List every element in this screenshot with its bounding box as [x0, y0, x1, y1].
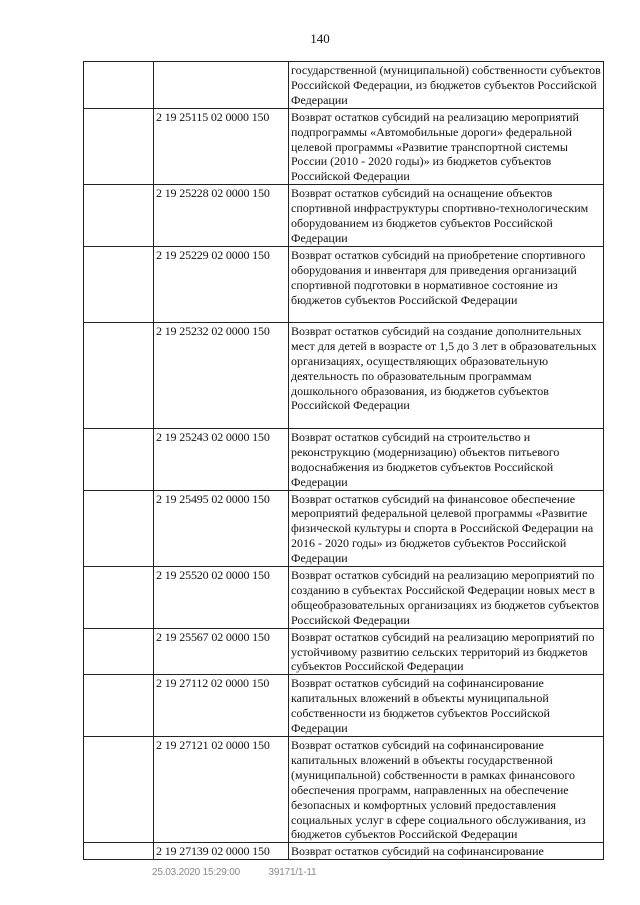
- admin-code-cell: [84, 185, 154, 247]
- admin-code-cell: [84, 428, 154, 490]
- description-cell: Возврат остатков субсидий на реализацию мероприятий по устойчивому развитию сельских территорий из бюджетов субъектов Российской Федерации: [289, 628, 604, 675]
- table-row: [84, 628, 604, 675]
- description-cell: Возврат остатков субсидий на приобретение спортивного оборудования и инвентаря для приведения организаций спортивной подготовки в нормативное состояние из бюджетов субъектов Российской Федерации: [289, 246, 604, 322]
- budget-code-cell: 2 19 25495 02 0000 150: [154, 490, 289, 567]
- table-row: [84, 567, 604, 629]
- admin-code-cell: [84, 322, 154, 428]
- table-row: [84, 428, 604, 490]
- table-row: [84, 246, 604, 322]
- admin-code-cell: [84, 675, 154, 737]
- budget-code-cell: 2 19 25567 02 0000 150: [154, 628, 289, 675]
- admin-code-cell: [84, 246, 154, 322]
- description-cell: государственной (муниципальной) собственности субъектов Российской Федерации, из бюджетов субъектов Российской Федерации: [289, 62, 604, 109]
- budget-code-cell: 2 19 27112 02 0000 150: [154, 675, 289, 737]
- description-cell: Возврат остатков субсидий на софинансирование: [289, 843, 604, 860]
- admin-code-cell: [84, 567, 154, 629]
- description-cell: Возврат остатков субсидий на строительство и реконструкцию (модернизацию) объектов питьевого водоснабжения из бюджетов субъектов Российской Федерации: [289, 428, 604, 490]
- admin-code-cell: [84, 843, 154, 860]
- budget-code-cell: [154, 62, 289, 109]
- budget-code-cell: 2 19 27139 02 0000 150: [154, 843, 289, 860]
- table-row: [84, 737, 604, 843]
- admin-code-cell: [84, 490, 154, 567]
- table-row: [84, 185, 604, 247]
- admin-code-cell: [84, 62, 154, 109]
- page-number: 140: [310, 31, 330, 46]
- description-cell: Возврат остатков субсидий на реализацию мероприятий подпрограммы «Автомобильные дороги» федеральной целевой программы «Развитие транспортной системы России (2010 - 2020 годы)» из бюджетов субъектов Российской Федерации: [289, 108, 604, 185]
- admin-code-cell: [84, 108, 154, 185]
- table-row: [84, 322, 604, 428]
- budget-code-cell: 2 19 25243 02 0000 150: [154, 428, 289, 490]
- footer-timestamp: 25.03.2020 15:29:00: [152, 867, 240, 878]
- budget-code-cell: 2 19 27121 02 0000 150: [154, 737, 289, 843]
- table-row: [84, 62, 604, 109]
- table-row: [84, 490, 604, 567]
- budget-code-cell: 2 19 25229 02 0000 150: [154, 246, 289, 322]
- budget-code-cell: 2 19 25115 02 0000 150: [154, 108, 289, 185]
- admin-code-cell: [84, 737, 154, 843]
- admin-code-cell: [84, 628, 154, 675]
- budget-code-cell: 2 19 25232 02 0000 150: [154, 322, 289, 428]
- description-cell: Возврат остатков субсидий на финансовое обеспечение мероприятий федеральной целевой программы «Развитие физической культуры и спорта в Российской Федерации на 2016 - 2020 годы» из бюджетов субъектов Российской Федерации: [289, 490, 604, 567]
- description-cell: Возврат остатков субсидий на софинансирование капитальных вложений в объекты государственной (муниципальной) собственности в рамках финансового обеспечения программ, направленных на обеспечение безопасных и комфортных условий предоставления социальных услуг в сфере социального обслуживания, из бюджетов субъектов Российской Федерации: [289, 737, 604, 843]
- description-cell: Возврат остатков субсидий на реализацию мероприятий по созданию в субъектах Российской Федерации новых мест в общеобразовательных организациях из бюджетов субъектов Российской Федерации: [289, 567, 604, 629]
- description-cell: Возврат остатков субсидий на софинансирование капитальных вложений в объекты муниципальной собственности из бюджетов субъектов Российской Федерации: [289, 675, 604, 737]
- description-cell: Возврат остатков субсидий на создание дополнительных мест для детей в возрасте от 1,5 до 3 лет в образовательных организациях, осуществляющих образовательную деятельность по образовательным программам дошкольного образования, из бюджетов субъектов Российской Федерации: [289, 322, 604, 428]
- table-row: [84, 843, 604, 860]
- budget-code-cell: 2 19 25520 02 0000 150: [154, 567, 289, 629]
- document-footer: [152, 867, 342, 878]
- budget-code-cell: 2 19 25228 02 0000 150: [154, 185, 289, 247]
- budget-code-table: [83, 61, 604, 860]
- table-row: [84, 675, 604, 737]
- footer-doc-id: 39171/1-11: [268, 867, 317, 878]
- table-row: [84, 108, 604, 185]
- description-cell: Возврат остатков субсидий на оснащение объектов спортивной инфраструктуры спортивно-технологическим оборудованием из бюджетов субъектов Российской Федерации: [289, 185, 604, 247]
